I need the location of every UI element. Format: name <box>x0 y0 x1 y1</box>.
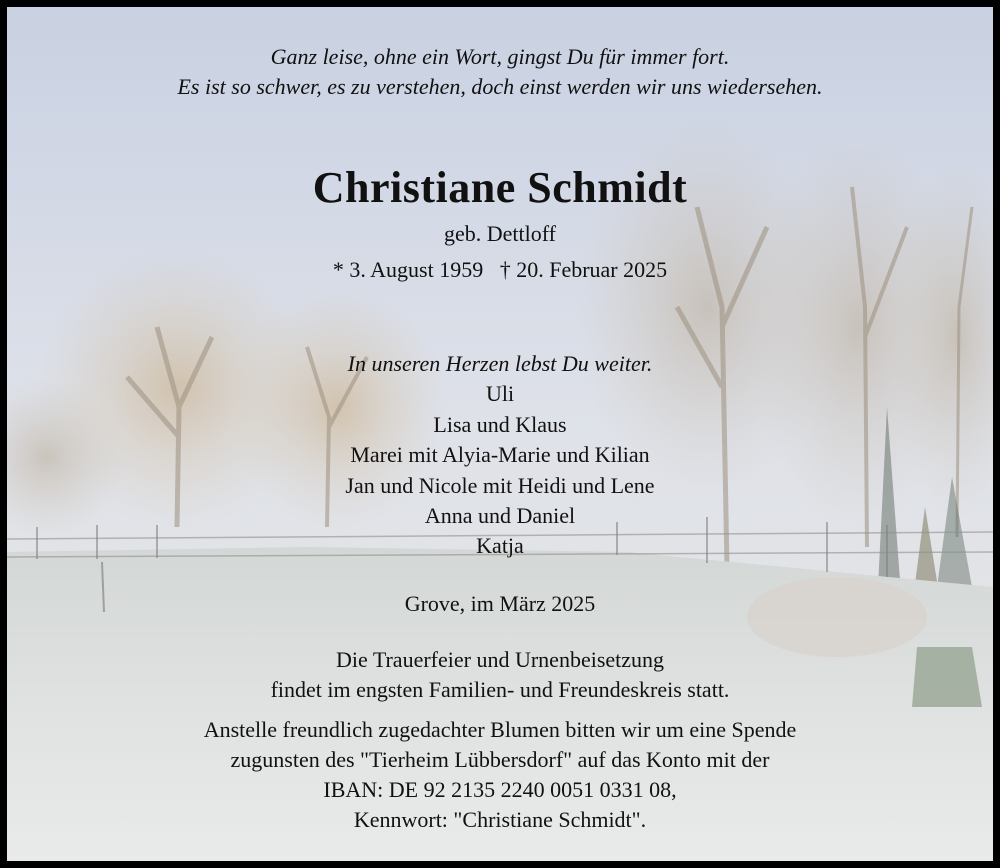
donation-iban: IBAN: DE 92 2135 2240 0051 0331 08, <box>323 777 677 802</box>
mourners-heading: In unseren Herzen lebst Du weiter. <box>347 351 653 376</box>
donation-keyword: Kennwort: "Christiane Schmidt". <box>353 807 647 832</box>
mourner-line: Jan und Nicole mit Heidi und Lene <box>345 473 655 498</box>
birth-name: geb. Dettloff <box>443 221 556 246</box>
mourner-line: Katja <box>476 533 524 558</box>
deceased-name: Christiane Schmidt <box>312 163 688 212</box>
donation-line-1: Anstelle freundlich zugedachter Blumen bitten wir um eine Spende <box>203 717 797 742</box>
mourner-line: Lisa und Klaus <box>433 412 567 437</box>
ceremony-line-2: findet im engsten Familien- und Freundeskreis statt. <box>270 677 730 702</box>
motto-line-1: Ganz leise, ohne ein Wort, gingst Du für immer fort. <box>270 44 730 69</box>
donation-line-2: zugunsten des "Tierheim Lübbersdorf" auf das Konto mit der <box>230 747 770 772</box>
life-dates: * 3. August 1959 † 20. Februar 2025 <box>332 257 668 282</box>
mourner-line: Anna und Daniel <box>424 503 576 528</box>
place-date: Grove, im März 2025 <box>404 591 596 616</box>
mourner-line: Uli <box>485 381 515 406</box>
motto-line-2: Es ist so schwer, es zu verstehen, doch einst werden wir uns wiedersehen. <box>177 74 823 99</box>
mourner-line: Marei mit Alyia-Marie und Kilian <box>350 442 650 467</box>
ceremony-line-1: Die Trauerfeier und Urnenbeisetzung <box>335 647 665 672</box>
